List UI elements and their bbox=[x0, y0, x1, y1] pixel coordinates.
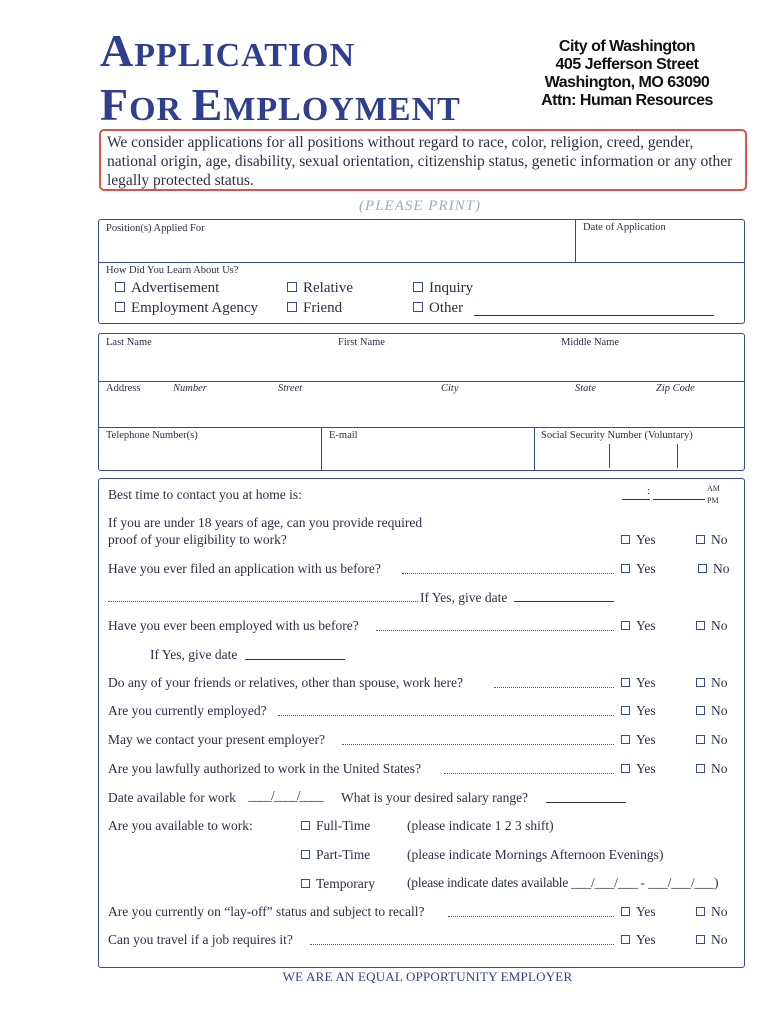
title-rest: PPLICATION bbox=[134, 37, 356, 74]
state-label: State bbox=[575, 383, 596, 394]
personal-info-section bbox=[98, 333, 745, 471]
address-line: Attn: Human Resources bbox=[541, 92, 713, 109]
travel-question: Can you travel if a job requires it? bbox=[108, 932, 293, 947]
title-cap: F bbox=[100, 79, 130, 130]
employed-date-label: If Yes, give date bbox=[150, 647, 238, 662]
time-colon: : bbox=[647, 485, 651, 497]
pm-label: PM bbox=[707, 496, 719, 505]
temporary-note: (please indicate dates available ___/___/___ - ___/___/___) bbox=[407, 875, 719, 890]
leader-dots bbox=[278, 715, 614, 716]
checkbox[interactable] bbox=[115, 302, 125, 312]
authorized-yes[interactable]: Yes bbox=[621, 761, 656, 777]
title-cap: E bbox=[191, 79, 224, 130]
checkbox[interactable] bbox=[301, 879, 310, 888]
salary-question: What is your desired salary range? bbox=[341, 790, 529, 805]
form-title bbox=[100, 25, 461, 130]
filed-date-label: If Yes, give date bbox=[420, 590, 508, 605]
number-label: Number bbox=[173, 383, 207, 394]
checkbox[interactable] bbox=[696, 764, 705, 773]
hour-field[interactable] bbox=[622, 499, 650, 500]
under18-no[interactable]: No bbox=[696, 532, 728, 548]
please-print-label: (PLEASE PRINT) bbox=[359, 198, 481, 214]
contact-employer-question: May we contact your present employer? bbox=[108, 732, 326, 747]
date-available-field[interactable]: ____/____/____ bbox=[248, 788, 323, 803]
address-line: 405 Jefferson Street bbox=[555, 56, 699, 73]
checkbox[interactable] bbox=[621, 735, 630, 744]
checkbox[interactable] bbox=[621, 935, 630, 944]
full-time-option[interactable]: Full-Time bbox=[301, 818, 370, 834]
address-line: Washington, MO 63090 bbox=[544, 74, 710, 91]
checkbox[interactable] bbox=[621, 678, 630, 687]
travel-yes[interactable]: Yes bbox=[621, 932, 656, 948]
checkbox[interactable] bbox=[696, 678, 705, 687]
checkbox[interactable] bbox=[621, 706, 630, 715]
checkbox[interactable] bbox=[696, 935, 705, 944]
checkbox[interactable] bbox=[287, 282, 297, 292]
leader-dots bbox=[310, 944, 614, 945]
am-label: AM bbox=[707, 484, 720, 493]
employed-before-yes[interactable]: Yes bbox=[621, 618, 656, 634]
leader-dots bbox=[376, 630, 614, 631]
telephone-label: Telephone Number(s) bbox=[106, 430, 198, 441]
layoff-question: Are you currently on “lay-off” status and subject to recall? bbox=[108, 904, 425, 919]
checkbox[interactable] bbox=[621, 907, 630, 916]
checkbox[interactable] bbox=[698, 564, 707, 573]
checkbox[interactable] bbox=[621, 621, 630, 630]
zip-label: Zip Code bbox=[656, 383, 695, 394]
last-name-label: Last Name bbox=[106, 337, 152, 348]
contact-employer-no[interactable]: No bbox=[696, 732, 728, 748]
currently-employed-yes[interactable]: Yes bbox=[621, 703, 656, 719]
divider bbox=[575, 220, 576, 262]
leader-dots bbox=[108, 601, 418, 602]
checkbox[interactable] bbox=[696, 535, 705, 544]
city-label: City bbox=[441, 383, 459, 394]
travel-no[interactable]: No bbox=[696, 932, 728, 948]
checkbox[interactable] bbox=[301, 850, 310, 859]
email-label: E-mail bbox=[329, 430, 358, 441]
currently-employed-no[interactable]: No bbox=[696, 703, 728, 719]
filed-date-field[interactable] bbox=[514, 601, 614, 602]
checkbox[interactable] bbox=[287, 302, 297, 312]
leader-dots bbox=[402, 573, 614, 574]
option-friend[interactable]: Friend bbox=[287, 300, 342, 317]
under18-question-cont: proof of your eligibility to work? bbox=[108, 532, 287, 547]
filed-yes[interactable]: Yes bbox=[621, 561, 656, 577]
employed-date-field[interactable] bbox=[245, 659, 345, 660]
divider bbox=[99, 262, 745, 263]
employer-address bbox=[527, 38, 727, 110]
leader-dots bbox=[494, 687, 614, 688]
checkbox[interactable] bbox=[621, 535, 630, 544]
address-label: Address bbox=[106, 383, 141, 394]
divider bbox=[99, 381, 745, 382]
divider bbox=[321, 427, 322, 471]
address-line: City of Washington bbox=[558, 38, 696, 55]
eoe-footer: WE ARE AN EQUAL OPPORTUNITY EMPLOYER bbox=[282, 969, 573, 984]
questions-section bbox=[98, 478, 745, 968]
checkbox[interactable] bbox=[696, 621, 705, 630]
option-employment-agency[interactable]: Employment Agency bbox=[115, 300, 258, 317]
temporary-option[interactable]: Temporary bbox=[301, 876, 375, 892]
middle-name-label: Middle Name bbox=[561, 337, 620, 348]
street-label: Street bbox=[278, 383, 303, 394]
friends-question: Do any of your friends or relatives, other than spouse, work here? bbox=[108, 675, 464, 690]
eeo-notice: We consider applications for all positions without regard to race, color, religion, creed, gender, national origin, age, disability, sexual orientation, citizenship status, genetic information or any other legally protected status. bbox=[99, 129, 747, 191]
date-available-label: Date available for work bbox=[108, 790, 236, 805]
authorized-question: Are you lawfully authorized to work in the United States? bbox=[108, 761, 422, 776]
leader-dots bbox=[448, 916, 614, 917]
date-of-application-label: Date of Application bbox=[583, 222, 666, 233]
minute-field[interactable] bbox=[653, 499, 705, 500]
checkbox[interactable] bbox=[696, 735, 705, 744]
first-name-label: First Name bbox=[338, 337, 385, 348]
available-to-work-label: Are you available to work: bbox=[108, 818, 253, 833]
divider bbox=[99, 427, 745, 428]
friends-no[interactable]: No bbox=[696, 675, 728, 691]
option-inquiry[interactable]: Inquiry bbox=[413, 280, 473, 297]
employed-before-no[interactable]: No bbox=[696, 618, 728, 634]
leader-dots bbox=[444, 773, 614, 774]
ssn-divider bbox=[677, 444, 678, 468]
option-other[interactable]: Other bbox=[413, 300, 463, 317]
part-time-option[interactable]: Part-Time bbox=[301, 847, 370, 863]
friends-yes[interactable]: Yes bbox=[621, 675, 656, 691]
how-learn-label: How Did You Learn About Us? bbox=[106, 265, 239, 276]
checkbox[interactable] bbox=[413, 302, 423, 312]
title-rest: OR bbox=[129, 91, 192, 128]
checkbox[interactable] bbox=[696, 907, 705, 916]
divider bbox=[534, 427, 535, 471]
leader-dots bbox=[342, 744, 614, 745]
title-cap: A bbox=[100, 25, 135, 76]
checkbox[interactable] bbox=[413, 282, 423, 292]
filed-question: Have you ever filed an application with us before? bbox=[108, 561, 381, 576]
layoff-no[interactable]: No bbox=[696, 904, 728, 920]
salary-field[interactable] bbox=[546, 802, 626, 803]
filed-no[interactable]: No bbox=[698, 561, 730, 577]
checkbox[interactable] bbox=[301, 821, 310, 830]
contact-employer-yes[interactable]: Yes bbox=[621, 732, 656, 748]
checkbox[interactable] bbox=[696, 706, 705, 715]
under18-question: If you are under 18 years of age, can you provide required bbox=[108, 515, 423, 530]
position-applied-label: Position(s) Applied For bbox=[106, 223, 205, 234]
option-relative[interactable]: Relative bbox=[287, 280, 353, 297]
other-field[interactable] bbox=[474, 315, 714, 316]
title-rest: MPLOYMENT bbox=[223, 91, 461, 128]
layoff-yes[interactable]: Yes bbox=[621, 904, 656, 920]
currently-employed-question: Are you currently employed? bbox=[108, 703, 267, 718]
under18-yes[interactable]: Yes bbox=[621, 532, 656, 548]
authorized-no[interactable]: No bbox=[696, 761, 728, 777]
checkbox[interactable] bbox=[115, 282, 125, 292]
employed-before-question: Have you ever been employed with us before? bbox=[108, 618, 359, 633]
full-time-note: (please indicate 1 2 3 shift) bbox=[407, 818, 554, 833]
part-time-note: (please indicate Mornings Afternoon Evenings) bbox=[407, 847, 664, 862]
ssn-label: Social Security Number (Voluntary) bbox=[541, 430, 693, 441]
ssn-divider bbox=[609, 444, 610, 468]
best-time-question: Best time to contact you at home is: bbox=[108, 487, 302, 502]
checkbox[interactable] bbox=[621, 764, 630, 773]
option-advertisement[interactable]: Advertisement bbox=[115, 280, 219, 297]
checkbox[interactable] bbox=[621, 564, 630, 573]
